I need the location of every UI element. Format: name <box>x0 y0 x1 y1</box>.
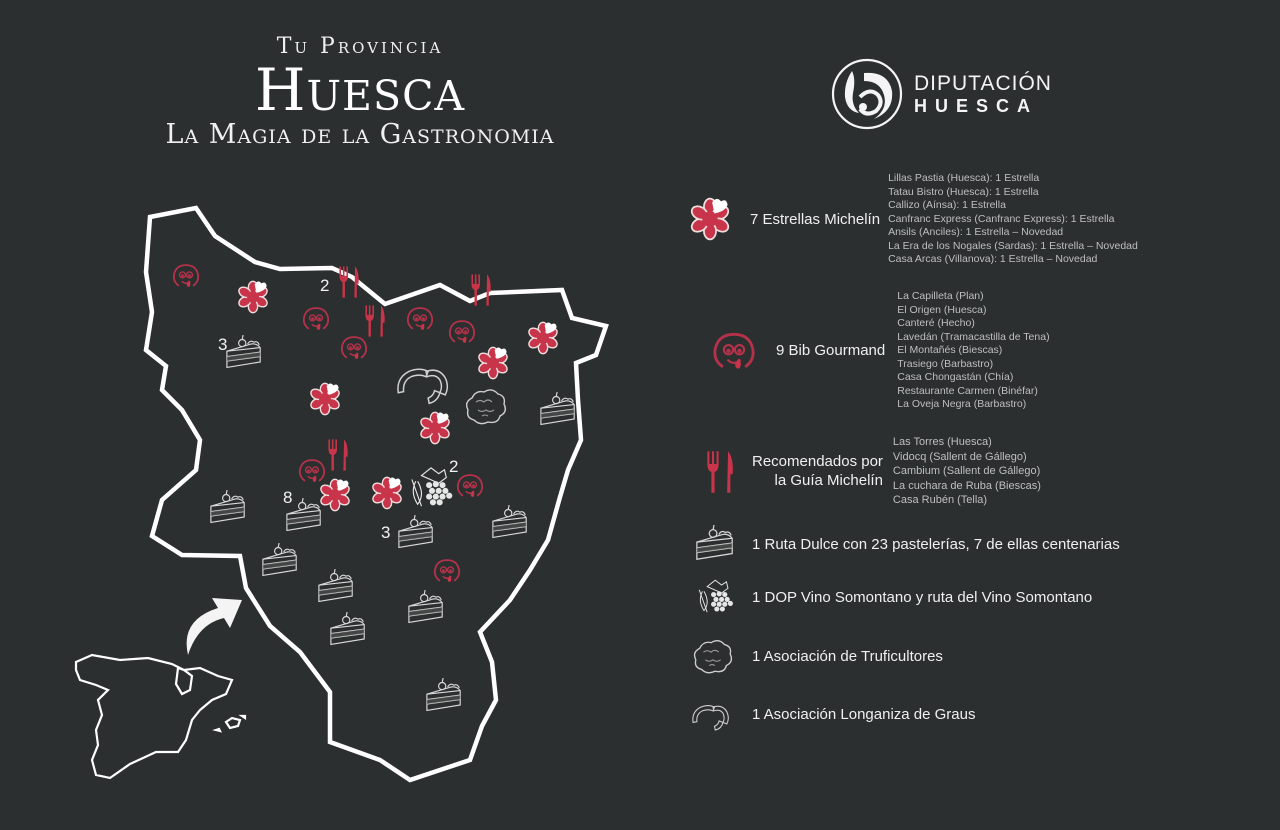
list-item: Casa Chongastán (Chía) <box>897 371 1014 383</box>
map-count-label: 3 <box>381 523 391 542</box>
legend-truficultores <box>692 636 943 676</box>
title-line-tu-provincia: Tu Provincia <box>276 34 444 59</box>
map-grapes-icon <box>412 468 452 506</box>
list-item: Canteré (Hecho) <box>897 317 975 329</box>
legend-label: 1 Ruta Dulce con 23 pastelerías, 7 de ellas centenarias <box>752 535 1120 553</box>
grapes-icon <box>696 578 736 616</box>
map-bib-gourmand-icon <box>300 460 324 482</box>
list-item: Callizo (Aínsa): 1 Estrella <box>888 199 1006 211</box>
legend-michelin-stars <box>686 172 1138 267</box>
list-item: Vidocq (Sallent de Gállego) <box>892 450 1027 463</box>
list-item: Las Torres (Huesca) <box>892 436 992 448</box>
michelin-star-icon <box>686 195 734 243</box>
map-truffle-icon <box>467 390 506 424</box>
list-item: Cambium (Sallent de Gállego) <box>892 465 1041 477</box>
legend-label: 9 Bib Gourmand <box>776 342 886 360</box>
diputacion-logo <box>830 57 1052 131</box>
legend-ruta-dulce <box>694 524 1120 564</box>
map-count-label: 2 <box>320 276 330 295</box>
map-cake-icon <box>399 515 432 547</box>
list-item: Ansils (Anciles): 1 Estrella – Novedad <box>888 226 1064 238</box>
map-bib-gourmand-icon <box>435 560 459 582</box>
legend-label: la Guía Michelín <box>774 472 883 490</box>
map-bib-gourmand-icon <box>304 308 328 330</box>
legend-recomendados <box>698 435 1041 508</box>
title-huesca: Huesca <box>254 56 466 124</box>
map-cake-icon <box>493 505 526 537</box>
list-item: Lillas Pastia (Huesca): 1 Estrella <box>888 172 1040 184</box>
pointer-arrow-icon <box>187 598 242 655</box>
map-michelin-star-icon <box>527 322 559 353</box>
map-bib-gourmand-icon <box>342 337 366 359</box>
legend-list <box>888 172 1138 267</box>
map-michelin-star-icon <box>371 477 403 508</box>
cake-icon <box>694 524 736 564</box>
legend-list <box>893 435 1041 508</box>
spain-inset-map <box>76 655 245 778</box>
map-cake-icon <box>319 569 352 601</box>
map-count-label: 2 <box>449 457 459 476</box>
logo-text-huesca: HUESCA <box>914 95 1039 116</box>
fork-knife-icon <box>698 447 746 495</box>
map-sausage-icon <box>398 369 447 403</box>
diputacion-emblem-icon <box>830 57 904 131</box>
map-cake-icon <box>427 678 460 710</box>
list-item: Casa Rubén (Tella) <box>892 494 988 506</box>
map-bib-gourmand-icon <box>450 321 474 343</box>
list-item: Tatau Bistro (Huesca): 1 Estrella <box>888 185 1039 198</box>
legend-label: 1 Asociación Longaniza de Graus <box>752 705 976 723</box>
list-item: La Era de los Nogales (Sardas): 1 Estrella – Novedad <box>888 239 1138 252</box>
list-item: La cuchara de Ruba (Biescas) <box>892 479 1041 492</box>
map-michelin-star-icon <box>419 412 451 443</box>
sausage-icon <box>690 694 736 734</box>
map-fork-knife-icon <box>328 439 347 470</box>
legend-vino-somontano <box>696 578 1092 616</box>
list-item: La Capilleta (Plan) <box>897 290 984 302</box>
map-bib-gourmand-icon <box>174 265 198 287</box>
legend-label: 7 Estrellas Michelín <box>750 210 881 228</box>
map-cake-icon <box>211 490 244 522</box>
map-count-label: 8 <box>283 488 293 507</box>
map-michelin-star-icon <box>319 479 351 510</box>
list-item: El Montañés (Biescas) <box>897 344 1003 356</box>
map-bib-gourmand-icon <box>408 308 432 330</box>
list-item: Casa Arcas (Villanova): 1 Estrella – Novedad <box>888 253 1098 265</box>
map-michelin-star-icon <box>309 383 341 414</box>
list-item: Trasiego (Barbastro) <box>897 357 994 370</box>
map-count-label: 3 <box>218 335 228 354</box>
map-cake-icon <box>541 392 574 424</box>
list-item: La Oveja Negra (Barbastro) <box>897 398 1027 410</box>
list-item: Restaurante Carmen (Binéfar) <box>897 384 1038 397</box>
legend-bib-gourmand <box>710 290 1050 412</box>
legend-label-block <box>752 452 883 490</box>
map-michelin-star-icon <box>477 347 509 378</box>
list-item: El Origen (Huesca) <box>897 303 987 316</box>
map-fork-knife-icon <box>365 305 384 336</box>
map-bib-gourmand-icon <box>458 475 482 497</box>
logo-text-diputacion: DIPUTACIÓN <box>914 71 1052 95</box>
map-cake-icon <box>331 612 364 644</box>
bib-gourmand-icon <box>710 327 758 375</box>
legend-label: 1 DOP Vino Somontano y ruta del Vino Somontano <box>752 588 1093 606</box>
legend-label: Recomendados por <box>752 453 883 471</box>
list-item: Canfranc Express (Canfranc Express): 1 Estrella <box>888 212 1115 225</box>
title-subtitle: La Magia de la Gastronomia <box>165 119 555 150</box>
legend-label: 1 Asociación de Truficultores <box>752 647 943 665</box>
map-cake-icon <box>409 590 442 622</box>
list-item: Lavedán (Tramacastilla de Tena) <box>897 330 1050 343</box>
truffle-icon <box>692 636 734 676</box>
map-cake-icon <box>263 543 296 575</box>
map-michelin-star-icon <box>237 281 269 312</box>
legend-longaniza <box>690 694 975 734</box>
map-cake-icon <box>227 335 260 367</box>
legend-list <box>897 290 1049 412</box>
